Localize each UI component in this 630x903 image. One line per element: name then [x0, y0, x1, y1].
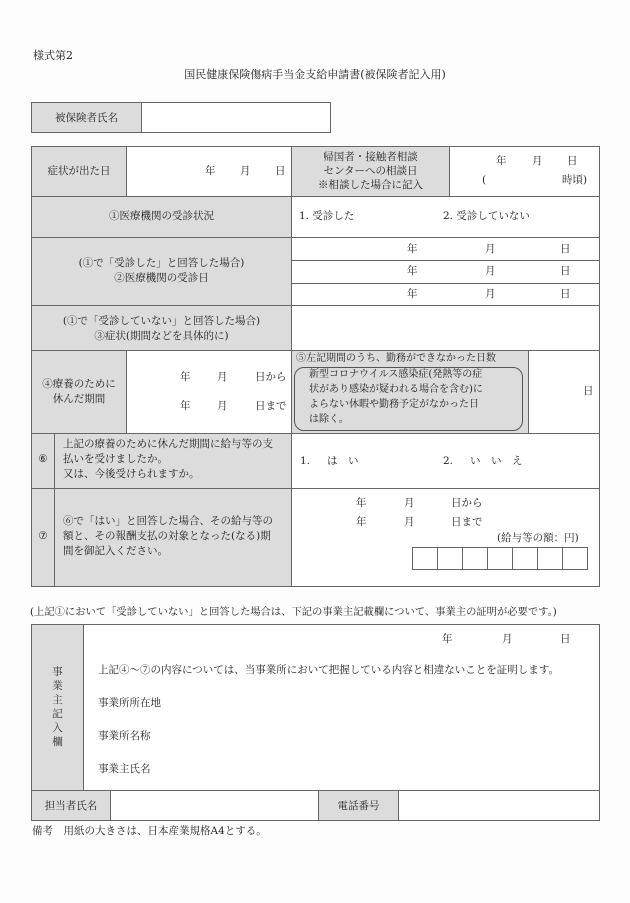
symptom-date-label-cell: [32, 147, 126, 196]
owner-name-label: 事業主氏名: [98, 763, 151, 775]
q2-label-line: ②医療機関の受診日: [114, 272, 209, 284]
symptom-date-label: 症状が出た日: [47, 165, 111, 177]
employer-side-label-char: 業: [52, 680, 63, 692]
insured-name-input[interactable]: [141, 102, 331, 133]
employer-side-label-char: 入: [52, 722, 63, 734]
q2-visit-date-2[interactable]: 年 月 日: [407, 265, 571, 277]
employer-side-label-char: 主: [52, 694, 63, 706]
amount-digit-box[interactable]: [563, 548, 587, 569]
q1-label: ①医療機関の受診状況: [109, 210, 214, 222]
q3-label-line: (①で「受診していない」と回答した場合): [62, 315, 261, 327]
contact-label: 担当者氏名: [44, 800, 98, 812]
phone-label: 電話番号: [337, 800, 380, 812]
phone-input[interactable]: [399, 791, 599, 820]
q5-label: ⑤左記期間のうち、勤務ができなかった日数: [296, 353, 496, 364]
employer-certification-area[interactable]: 年 月 日 上記④～⑦の内容については、当事業所において把握している内容と相違ないことを証明します。 事業所所在地 事業所名称 事業主氏名: [98, 633, 571, 775]
q7-amount-boxes: [412, 547, 588, 570]
insured-name-label: 被保険者氏名: [55, 112, 118, 124]
amount-digit-box[interactable]: [463, 548, 488, 569]
employer-side-label-char: 事: [52, 666, 63, 678]
employer-side-label-cell: [32, 625, 83, 790]
phone-label-cell: [319, 791, 398, 820]
consultation-label-line: ※相談した場合に記入: [318, 179, 423, 191]
page-title: 国民健康保険傷病手当金支給申請書(被保険者記入用): [184, 68, 446, 81]
contact-label-cell: [32, 791, 110, 820]
q5-days-input[interactable]: 日: [583, 385, 594, 397]
employer-side-label-char: 欄: [52, 736, 63, 748]
q3-label-cell: [32, 306, 291, 350]
q3-symptoms-input[interactable]: [292, 306, 599, 350]
consultation-label-cell: [292, 147, 449, 196]
consultation-date-input[interactable]: 年 月 日 ( 時頃): [482, 155, 588, 186]
q5-note-line: よらない休暇や勤務予定がなかった日: [309, 399, 479, 410]
q2-label-line: (①で「受診した」と回答した場合): [78, 257, 245, 269]
amount-digit-box[interactable]: [488, 548, 513, 569]
amount-digit-box[interactable]: [413, 548, 438, 569]
consultation-label-line: センターへの相談日: [323, 165, 418, 177]
amount-digit-box[interactable]: [538, 548, 563, 569]
q6-label-cell: [32, 434, 291, 488]
footer-note: 備考 用紙の大きさは、日本産業規格A4とする。: [32, 825, 267, 837]
office-address-label: 事業所所在地: [98, 697, 161, 709]
q5-label-cell: [292, 351, 528, 433]
q3-label-line: ③症状(期間などを具体的に): [94, 330, 229, 342]
q7-period-input[interactable]: 年 月 日から 年 月 日まで (給与等の額：円): [356, 497, 579, 544]
consultation-label-line: 帰国者・接触者相談: [323, 151, 418, 163]
q4-label-cell: [32, 351, 126, 433]
certification-statement: 上記④～⑦の内容については、当事業所において把握している内容と相違ないことを証明します。: [98, 664, 559, 676]
q1-label-cell: [32, 197, 291, 237]
q7-number: ⑦: [38, 530, 48, 542]
amount-digit-box[interactable]: [513, 548, 538, 569]
q7-text-line: ⑥で「はい」と回答した場合、その給与等の: [63, 515, 273, 527]
q1-option-visited[interactable]: 1. 受診した: [299, 210, 355, 222]
q7-text-line: 額と、その報酬支払の対象となった(なる)期: [63, 530, 271, 542]
q7-label-cell: [32, 489, 291, 586]
q1-option-not-visited[interactable]: 2. 受診していない: [443, 210, 530, 222]
employer-side-label-char: 記: [52, 708, 63, 720]
employer-notice: (上記①において「受診していない」と回答した場合は、下記の事業主記載欄について、事業主の証明が必要です。): [30, 606, 557, 618]
contact-name-input[interactable]: [111, 791, 318, 820]
q6-text-line: 又は、今後受けられますか。: [63, 468, 200, 480]
q2-visit-date-1[interactable]: 年 月 日: [407, 243, 571, 255]
q5-note-line: は除く。: [309, 414, 349, 425]
q7-text-line: 間を御記入ください。: [63, 545, 168, 557]
symptom-date-input[interactable]: 年 月 日: [205, 165, 286, 177]
insured-name-label-cell: [31, 102, 142, 133]
q2-label-cell: [32, 238, 291, 305]
q6-text-line: 払いを受けましたか。: [63, 453, 168, 465]
q4-label-line: ④療養のために: [42, 378, 116, 390]
form-number: 様式第2: [33, 49, 73, 62]
employer-side-label: [32, 665, 83, 749]
q4-period-input[interactable]: 年 月 日から 年 月 日まで: [180, 371, 287, 412]
q4-label-line: 休んだ期間: [52, 393, 106, 405]
q5-note-line: 状があり感染が疑われる場合を含む)に: [309, 384, 483, 395]
q7-amount-label: (給与等の額：円): [497, 532, 579, 544]
q6-number: ⑥: [38, 453, 48, 465]
q6-text-line: 上記の療養のために休んだ期間に給与等の支: [63, 438, 273, 450]
q2-visit-date-3[interactable]: 年 月 日: [407, 288, 571, 300]
amount-digit-box[interactable]: [438, 548, 463, 569]
office-name-label: 事業所名称: [98, 730, 151, 742]
q5-note-line: 新型コロナウイルス感染症(発熱等の症: [309, 369, 483, 380]
